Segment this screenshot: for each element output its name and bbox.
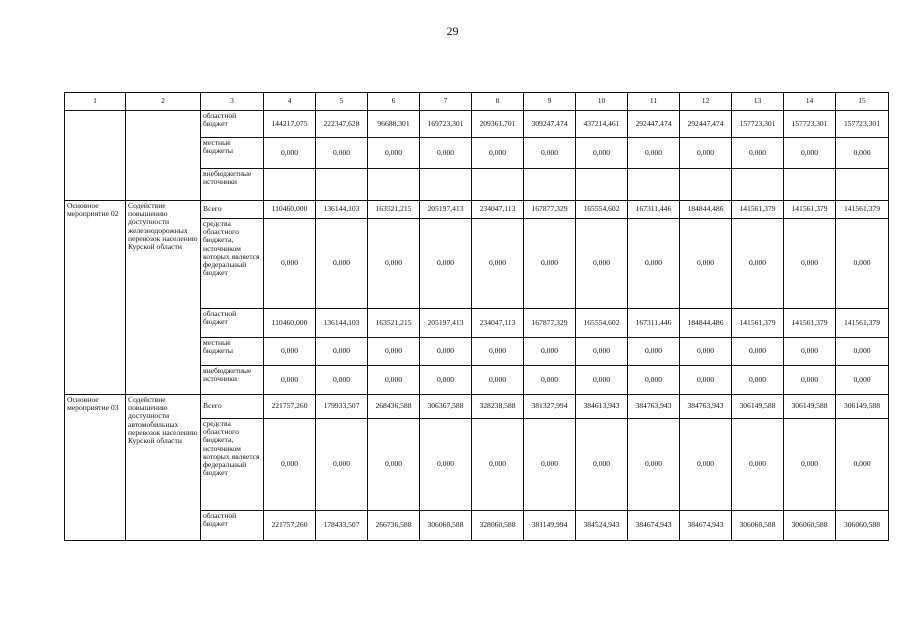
amount-cell: 141561,379	[732, 309, 784, 338]
amount-cell: 0,000	[368, 338, 420, 366]
amount-cell: 309247,474	[524, 111, 576, 138]
amount-cell: 0,000	[368, 138, 420, 169]
amount-cell: 0,000	[472, 219, 524, 309]
event-name-cell: Содействие повышению доступности автомобильных перевозок населению Курской области	[126, 395, 201, 541]
amount-cell: 0,000	[732, 366, 784, 395]
amount-cell: 328238,588	[472, 395, 524, 419]
page-number: 29	[446, 24, 459, 38]
amount-cell: 384613,943	[576, 395, 628, 419]
funding-source-cell: Всего	[201, 201, 264, 219]
amount-cell: 306149,588	[784, 395, 836, 419]
amount-cell: 0,000	[524, 338, 576, 366]
amount-cell: 0,000	[316, 138, 368, 169]
amount-cell: 384763,943	[680, 395, 732, 419]
amount-cell: 0,000	[732, 419, 784, 511]
amount-cell: 234047,113	[472, 201, 524, 219]
amount-cell: 141561,379	[836, 201, 889, 219]
amount-cell: 0,000	[420, 338, 472, 366]
amount-cell: 0,000	[784, 419, 836, 511]
amount-cell: 141561,379	[836, 309, 889, 338]
amount-cell: 0,000	[368, 219, 420, 309]
amount-cell: 0,000	[732, 219, 784, 309]
amount-cell: 306367,588	[420, 395, 472, 419]
amount-cell: 437214,461	[576, 111, 628, 138]
amount-cell: 165554,602	[576, 201, 628, 219]
table-body	[65, 111, 889, 541]
amount-cell: 0,000	[316, 219, 368, 309]
column-header: 11	[628, 93, 680, 111]
amount-cell: 0,000	[784, 366, 836, 395]
amount-cell: 0,000	[472, 338, 524, 366]
amount-cell: 0,000	[628, 219, 680, 309]
amount-cell: 136144,103	[316, 309, 368, 338]
funding-source-cell: областной бюджет	[201, 511, 264, 541]
column-header: 4	[264, 93, 316, 111]
amount-cell: 205197,413	[420, 309, 472, 338]
amount-cell: 306149,588	[732, 395, 784, 419]
amount-cell: 0,000	[524, 219, 576, 309]
amount-cell: 167877,329	[524, 309, 576, 338]
amount-cell: 163521,215	[368, 201, 420, 219]
amount-cell: 0,000	[836, 219, 889, 309]
amount-cell: 328060,588	[472, 511, 524, 541]
amount-cell: 141561,379	[732, 201, 784, 219]
amount-cell: 306060,588	[784, 511, 836, 541]
amount-cell: 0,000	[680, 338, 732, 366]
amount-cell	[836, 169, 889, 201]
amount-cell: 169723,301	[420, 111, 472, 138]
amount-cell: 0,000	[576, 138, 628, 169]
amount-cell: 0,000	[264, 338, 316, 366]
amount-cell: 268436,588	[368, 395, 420, 419]
amount-cell: 221757,260	[264, 395, 316, 419]
column-header: 9	[524, 93, 576, 111]
amount-cell: 0,000	[264, 219, 316, 309]
budget-table	[64, 92, 889, 541]
amount-cell: 0,000	[576, 419, 628, 511]
amount-cell	[628, 169, 680, 201]
amount-cell: 0,000	[368, 366, 420, 395]
amount-cell: 0,000	[836, 419, 889, 511]
amount-cell: 306060,588	[420, 511, 472, 541]
amount-cell	[264, 169, 316, 201]
amount-cell: 266736,588	[368, 511, 420, 541]
amount-cell: 306060,588	[836, 511, 889, 541]
amount-cell: 0,000	[784, 338, 836, 366]
amount-cell: 209361,701	[472, 111, 524, 138]
amount-cell: 384674,943	[628, 511, 680, 541]
column-header: 12	[680, 93, 732, 111]
amount-cell	[316, 169, 368, 201]
amount-cell: 0,000	[628, 138, 680, 169]
amount-cell: 178433,507	[316, 511, 368, 541]
amount-cell: 0,000	[732, 138, 784, 169]
amount-cell: 0,000	[420, 219, 472, 309]
amount-cell: 384524,943	[576, 511, 628, 541]
amount-cell: 292447,474	[628, 111, 680, 138]
amount-cell: 384674,943	[680, 511, 732, 541]
amount-cell: 0,000	[264, 366, 316, 395]
amount-cell: 0,000	[420, 366, 472, 395]
amount-cell: 0,000	[472, 366, 524, 395]
column-header: 14	[784, 93, 836, 111]
column-header: 15	[836, 93, 889, 111]
amount-cell: 222347,628	[316, 111, 368, 138]
amount-cell: 306060,588	[732, 511, 784, 541]
amount-cell: 0,000	[472, 138, 524, 169]
amount-cell: 292447,474	[680, 111, 732, 138]
amount-cell: 0,000	[836, 366, 889, 395]
amount-cell: 0,000	[628, 419, 680, 511]
amount-cell: 179933,507	[316, 395, 368, 419]
amount-cell	[784, 169, 836, 201]
amount-cell: 0,000	[784, 138, 836, 169]
amount-cell: 184844,486	[680, 309, 732, 338]
amount-cell: 0,000	[368, 419, 420, 511]
amount-cell: 157723,301	[784, 111, 836, 138]
amount-cell: 0,000	[316, 419, 368, 511]
amount-cell: 144217,075	[264, 111, 316, 138]
amount-cell: 0,000	[836, 138, 889, 169]
amount-cell: 384763,943	[628, 395, 680, 419]
amount-cell: 0,000	[576, 338, 628, 366]
amount-cell: 110460,000	[264, 201, 316, 219]
amount-cell: 0,000	[784, 219, 836, 309]
funding-source-cell: средства областного бюджета, источником которых является федеральный бюджет	[201, 419, 264, 511]
funding-source-cell: внебюджетные источники	[201, 366, 264, 395]
amount-cell: 221757,260	[264, 511, 316, 541]
amount-cell: 141561,379	[784, 201, 836, 219]
column-header: 10	[576, 93, 628, 111]
amount-cell: 0,000	[472, 419, 524, 511]
amount-cell: 157723,301	[732, 111, 784, 138]
amount-cell	[524, 169, 576, 201]
amount-cell: 0,000	[420, 138, 472, 169]
amount-cell: 184844,486	[680, 201, 732, 219]
column-header: 1	[65, 93, 126, 111]
amount-cell: 0,000	[576, 219, 628, 309]
amount-cell: 0,000	[524, 138, 576, 169]
event-cell: Основное мероприятие 02	[65, 201, 126, 395]
column-header: 7	[420, 93, 472, 111]
table-row	[65, 201, 889, 219]
funding-source-cell: местные бюджеты	[201, 138, 264, 169]
amount-cell: 0,000	[316, 338, 368, 366]
amount-cell: 167311,446	[628, 201, 680, 219]
amount-cell: 234047,113	[472, 309, 524, 338]
amount-cell	[732, 169, 784, 201]
amount-cell: 163521,215	[368, 309, 420, 338]
amount-cell: 0,000	[420, 419, 472, 511]
amount-cell: 0,000	[524, 366, 576, 395]
amount-cell: 0,000	[680, 138, 732, 169]
funding-source-cell: местные бюджеты	[201, 338, 264, 366]
amount-cell: 0,000	[316, 366, 368, 395]
funding-source-cell: внебюджетные источники	[201, 169, 264, 201]
column-header: 6	[368, 93, 420, 111]
amount-cell: 0,000	[576, 366, 628, 395]
amount-cell: 0,000	[628, 366, 680, 395]
funding-source-cell: Всего	[201, 395, 264, 419]
amount-cell: 165554,602	[576, 309, 628, 338]
amount-cell	[420, 169, 472, 201]
amount-cell: 381327,994	[524, 395, 576, 419]
amount-cell	[576, 169, 628, 201]
funding-source-cell: средства областного бюджета, источником которых является федеральный бюджет	[201, 219, 264, 309]
event-cell	[65, 111, 126, 201]
amount-cell: 0,000	[836, 338, 889, 366]
amount-cell: 96688,301	[368, 111, 420, 138]
amount-cell: 167311,446	[628, 309, 680, 338]
amount-cell: 0,000	[732, 338, 784, 366]
event-name-cell	[126, 111, 201, 201]
column-header: 13	[732, 93, 784, 111]
amount-cell: 136144,103	[316, 201, 368, 219]
amount-cell: 157723,301	[836, 111, 889, 138]
amount-cell: 0,000	[680, 419, 732, 511]
amount-cell: 167877,329	[524, 201, 576, 219]
amount-cell: 141561,379	[784, 309, 836, 338]
amount-cell: 110460,000	[264, 309, 316, 338]
amount-cell: 0,000	[680, 366, 732, 395]
column-header: 8	[472, 93, 524, 111]
amount-cell: 0,000	[264, 138, 316, 169]
amount-cell: 0,000	[680, 219, 732, 309]
funding-source-cell: областной бюджет	[201, 111, 264, 138]
amount-cell: 205197,413	[420, 201, 472, 219]
funding-source-cell: областной бюджет	[201, 309, 264, 338]
column-header: 5	[316, 93, 368, 111]
table-row	[65, 395, 889, 419]
amount-cell: 306149,588	[836, 395, 889, 419]
event-cell: Основное мероприятие 03	[65, 395, 126, 541]
column-header: 2	[126, 93, 201, 111]
amount-cell	[680, 169, 732, 201]
amount-cell: 381149,994	[524, 511, 576, 541]
header-row	[65, 93, 889, 111]
amount-cell: 0,000	[628, 338, 680, 366]
amount-cell	[368, 169, 420, 201]
table-row	[65, 111, 889, 138]
amount-cell: 0,000	[264, 419, 316, 511]
amount-cell	[472, 169, 524, 201]
event-name-cell: Содействие повышению доступности железнодорожных перевозок населению Курской области	[126, 201, 201, 395]
amount-cell: 0,000	[524, 419, 576, 511]
column-header: 3	[201, 93, 264, 111]
